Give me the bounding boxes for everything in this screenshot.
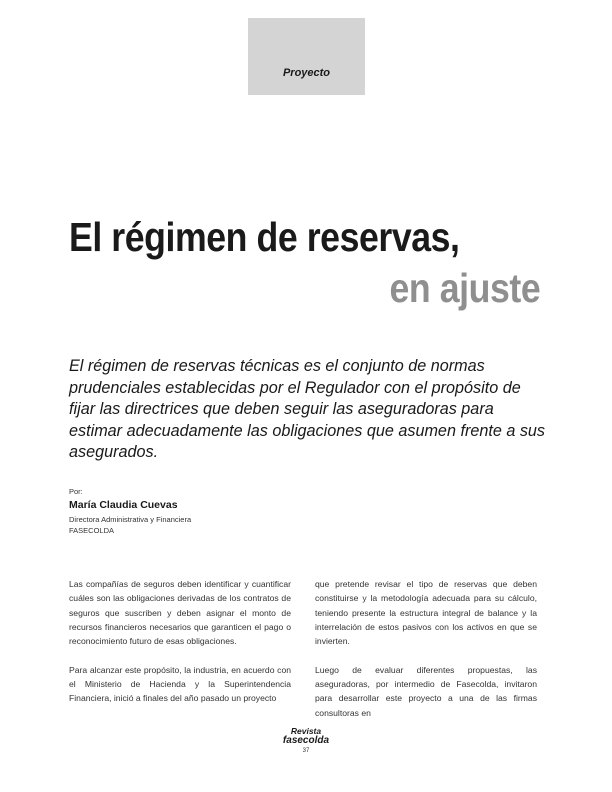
byline-prefix: Por:: [69, 487, 83, 496]
lead-paragraph: El régimen de reservas técnicas es el conjunto de normas prudenciales establecidas por el Regulador con el propósito de fijar las directrices que deben seguir las aseguradoras para estimar adecuadamente las obligaciones que asumen frente a sus asegurados.: [69, 357, 546, 461]
author-role: Directora Administrativa y Financiera: [69, 515, 192, 524]
article-title: El régimen de reservas,: [69, 214, 460, 260]
logo-revista-text: Revista: [290, 726, 322, 736]
body-paragraph: que pretende revisar el tipo de reservas que deben constituirse y la metodología adecuada para su cálculo, teniendo presente la estructura integral de balance y la interrelación de estos pasivos con los activos en que se invierten.: [315, 579, 537, 647]
body-paragraph: Para alcanzar este propósito, la industria, en acuerdo con el Ministerio de Hacienda y la Superintendencia Financiera, inició a finales del año pasado un proyecto: [69, 664, 291, 704]
author-organization: FASECOLDA: [69, 526, 115, 535]
body-column-right: [315, 577, 537, 734]
article-title-continuation: en ajuste: [389, 265, 540, 311]
logo-fasecolda-text: fasecolda: [282, 734, 330, 746]
page-number: 37: [302, 747, 310, 754]
section-header-box: [248, 18, 365, 95]
body-paragraph: Luego de evaluar diferentes propuestas, las aseguradoras, por intermedio de Fasecolda, invitaron para desarrollar este proyecto a una de las firmas consultoras en: [315, 664, 537, 718]
body-column-left: [69, 577, 291, 720]
section-label: Proyecto: [282, 67, 331, 79]
body-paragraph: Las compañías de seguros deben identificar y cuantificar cuáles son las obligaciones derivadas de los contratos de seguros que suscriben y deben asignar el monto de recursos financieros necesarios que garanticen el pago o reconocimiento futuro de esas obligaciones.: [69, 579, 291, 647]
author-name: María Claudia Cuevas: [69, 499, 178, 511]
footer-logo: [0, 727, 612, 754]
